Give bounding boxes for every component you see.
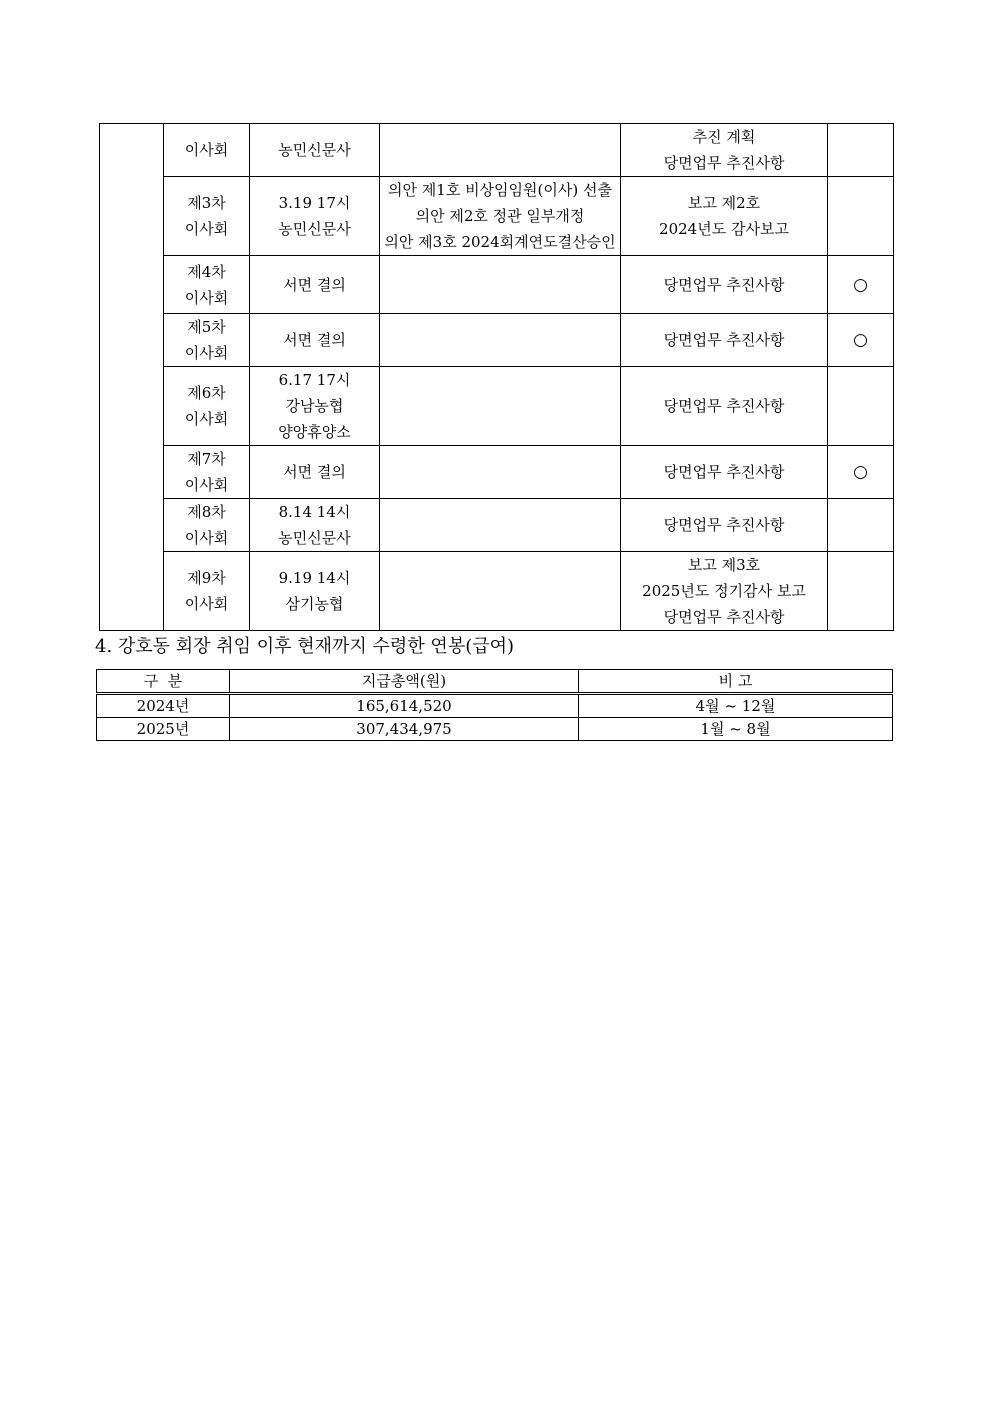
- meeting-time-place: [250, 446, 380, 499]
- written-resolution-cell: [828, 314, 894, 367]
- meeting-report: [621, 256, 828, 314]
- meeting-agenda: [380, 124, 621, 177]
- meeting-report-line: 당면업무 추진사항: [663, 331, 785, 349]
- salary-year: 2024년: [97, 694, 230, 718]
- meeting-name-line: 제8차: [187, 503, 226, 521]
- meeting-name: [164, 499, 250, 552]
- meeting-name-line: 이사회: [184, 476, 229, 494]
- meeting-name-line: 제7차: [187, 450, 226, 468]
- meeting-report: [621, 552, 828, 631]
- written-resolution-cell: [828, 256, 894, 314]
- meeting-agenda-line: 의안 제2호 정관 일부개정: [415, 207, 585, 225]
- meeting-agenda-line: 의안 제1호 비상임임원(이사) 선출: [388, 181, 612, 199]
- meeting-row: [100, 177, 894, 256]
- meeting-agenda: [380, 367, 621, 446]
- meeting-time-place: [250, 124, 380, 177]
- circle-mark: ○: [853, 462, 868, 482]
- meeting-time-place: [250, 177, 380, 256]
- header-total-paid: 지급총액(원): [230, 670, 579, 694]
- meeting-name-line: 제5차: [187, 318, 226, 336]
- meeting-row: [100, 314, 894, 367]
- meeting-name-line: 이사회: [184, 595, 229, 613]
- meeting-agenda: [380, 177, 621, 256]
- meeting-row: [100, 552, 894, 631]
- salary-period: 1월 ~ 8월: [579, 718, 893, 741]
- circle-mark: ○: [853, 274, 868, 295]
- meeting-agenda: [380, 256, 621, 314]
- meeting-name: [164, 314, 250, 367]
- meeting-name: [164, 367, 250, 446]
- meeting-row: [100, 367, 894, 446]
- meeting-time-place: [250, 552, 380, 631]
- written-resolution-cell: [828, 177, 894, 256]
- meeting-report-line: 보고 제2호: [687, 194, 761, 212]
- meeting-agenda: [380, 446, 621, 499]
- salary-amount: 307,434,975: [230, 718, 579, 741]
- meeting-name-line: 이사회: [184, 410, 229, 428]
- meeting-report-line: 보고 제3호: [687, 556, 761, 574]
- salary-year: 2025년: [97, 718, 230, 741]
- meeting-time-place: [250, 367, 380, 446]
- meeting-report-line: 2025년도 정기감사 보고: [642, 582, 806, 600]
- salary-table: [96, 669, 893, 741]
- meeting-agenda: [380, 314, 621, 367]
- meeting-agenda: [380, 499, 621, 552]
- meeting-report-line: 당면업무 추진사항: [663, 516, 785, 534]
- meeting-time-place-line: 농민신문사: [278, 529, 351, 547]
- meeting-report-line: 당면업무 추진사항: [663, 397, 785, 415]
- meeting-row: [100, 256, 894, 314]
- meeting-time-place-line: 강남농협: [285, 397, 344, 415]
- meeting-report: [621, 446, 828, 499]
- meeting-time-place: [250, 256, 380, 314]
- meeting-report-line: 당면업무 추진사항: [663, 608, 785, 626]
- meeting-name-line: 이사회: [184, 141, 229, 159]
- salary-row: [97, 718, 893, 741]
- meeting-report: [621, 367, 828, 446]
- meeting-report: [621, 124, 828, 177]
- meeting-name: [164, 446, 250, 499]
- meeting-time-place-line: 서면 결의: [283, 275, 346, 294]
- written-resolution-cell: [828, 124, 894, 177]
- meeting-report-line: 당면업무 추진사항: [663, 463, 785, 481]
- meeting-agenda-line: 의안 제3호 2024회계연도결산승인: [384, 233, 616, 251]
- board-meetings-table: [99, 123, 894, 631]
- meeting-report-line: 2024년도 감사보고: [659, 220, 789, 238]
- meeting-time-place-line: 3.19 17시: [278, 194, 351, 212]
- salary-period: 4월 ~ 12월: [579, 694, 893, 718]
- meeting-time-place-line: 삼기농협: [285, 595, 344, 613]
- meeting-name-line: 이사회: [184, 220, 229, 238]
- meeting-name-line: 제9차: [187, 569, 226, 587]
- meeting-name-line: 제6차: [187, 384, 226, 402]
- meeting-name: [164, 552, 250, 631]
- meeting-time-place: [250, 499, 380, 552]
- meeting-report-line: 추진 계획: [692, 128, 756, 146]
- meeting-name-line: 이사회: [184, 344, 229, 362]
- meeting-time-place-line: 8.14 14시: [278, 503, 351, 521]
- written-resolution-cell: [828, 367, 894, 446]
- meeting-row: [100, 446, 894, 499]
- meeting-time-place-line: 양양휴양소: [278, 423, 351, 441]
- written-resolution-cell: [828, 552, 894, 631]
- meeting-time-place-line: 농민신문사: [278, 141, 351, 159]
- meeting-time-place-line: 6.17 17시: [278, 371, 351, 389]
- meeting-name-line: 제3차: [187, 194, 226, 212]
- meeting-agenda: [380, 552, 621, 631]
- meeting-report-line: 당면업무 추진사항: [663, 154, 785, 172]
- header-remarks: 비 고: [579, 670, 893, 694]
- meeting-name-line: 이사회: [184, 529, 229, 547]
- salary-header-row: [97, 670, 893, 694]
- meeting-row: [100, 499, 894, 552]
- meeting-name: [164, 124, 250, 177]
- written-resolution-cell: [828, 446, 894, 499]
- header-category: 구 분: [97, 670, 230, 694]
- salary-amount: 165,614,520: [230, 694, 579, 718]
- meeting-report-line: 당면업무 추진사항: [663, 275, 785, 294]
- meeting-name-line: 제4차: [187, 262, 226, 281]
- written-resolution-cell: [828, 499, 894, 552]
- meeting-name-line: 이사회: [184, 288, 229, 307]
- meeting-name: [164, 177, 250, 256]
- meeting-time-place-line: 서면 결의: [283, 331, 346, 349]
- salary-row: [97, 694, 893, 718]
- category-cell: [100, 124, 164, 631]
- meeting-time-place-line: 농민신문사: [278, 220, 351, 238]
- meeting-name: [164, 256, 250, 314]
- meeting-time-place-line: 서면 결의: [283, 463, 346, 481]
- circle-mark: ○: [853, 330, 868, 350]
- meeting-row: [100, 124, 894, 177]
- meeting-report: [621, 314, 828, 367]
- meeting-report: [621, 177, 828, 256]
- meeting-time-place: [250, 314, 380, 367]
- section-4-heading: 4. 강호동 회장 취임 이후 현재까지 수령한 연봉(급여): [95, 636, 515, 657]
- meeting-time-place-line: 9.19 14시: [278, 569, 351, 587]
- meeting-report: [621, 499, 828, 552]
